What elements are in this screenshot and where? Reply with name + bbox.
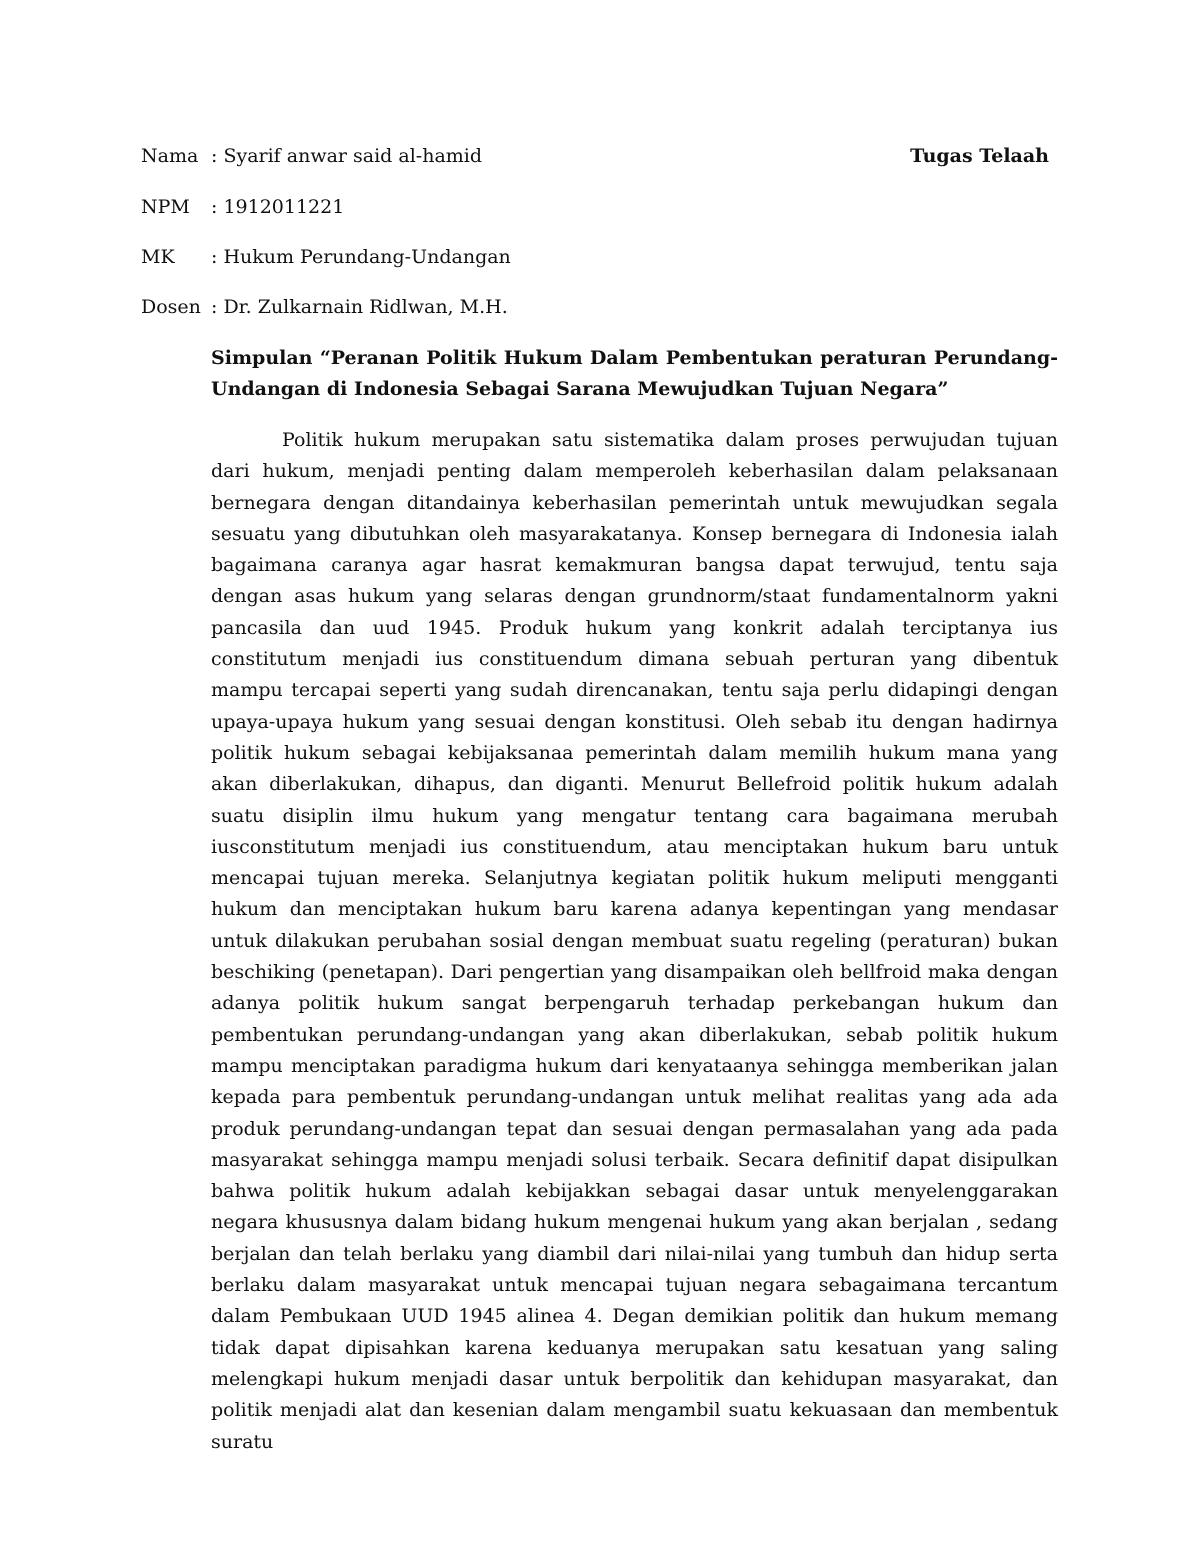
course-label: MK (141, 246, 175, 268)
npm-label: NPM (141, 196, 190, 218)
course-value: : Hukum Perundang-Undangan (211, 246, 511, 268)
assignment-label: Tugas Telaah (910, 145, 1049, 167)
lecturer-label: Dosen (141, 296, 201, 318)
name-label: Nama (141, 145, 199, 167)
npm-value: : 1912011221 (211, 196, 345, 218)
lecturer-value: : Dr. Zulkarnain Ridlwan, M.H. (211, 296, 508, 318)
name-value: : Syarif anwar said al-hamid (211, 145, 483, 167)
body-paragraph: Politik hukum merupakan satu sistematika dalam proses perwujudan tujuan dari hukum, menjadi penting dalam memperoleh keberhasilan dalam pelaksanaan bernegara dengan ditandainya keberhasilan pemerintah untuk mewujudkan segala sesuatu yang dibutuhkan oleh masyarakatanya. Konsep bernegara di Indonesia ialah bagaimana caranya agar hasrat kemakmuran bangsa dapat terwujud, tentu saja dengan asas hukum yang selaras dengan grundnorm/staat fundamentalnorm yakni pancasila dan uud 1945. Produk hukum yang konkrit adalah terciptanya ius constitutum menjadi ius constituendum dimana sebuah perturan yang dibentuk mampu tercapai seperti yang sudah direncanakan, tentu saja perlu didapingi dengan upaya-upaya hukum yang sesuai dengan konstitusi. Oleh sebab itu dengan hadirnya politik hukum sebagai kebijaksanaa pemerintah dalam memilih hukum mana yang akan diberlakukan, dihapus, dan diganti. Menurut Bellefroid politik hukum adalah suatu disiplin ilmu hukum yang mengatur tentang cara bagaimana merubah iusconstitutum menjadi ius constituendum, atau menciptakan hukum baru untuk mencapai tujuan mereka. Selanjutnya kegiatan politik hukum meliputi mengganti hukum dan menciptakan hukum baru karena adanya kepentingan yang mendasar untuk dilakukan perubahan sosial dengan membuat suatu regeling (peraturan) bukan beschiking (penetapan). Dari pengertian yang disampaikan oleh bellfroid maka dengan adanya politik hukum sangat berpengaruh terhadap perkebangan hukum dan pembentukan perundang-undangan yang akan diberlakukan, sebab politik hukum mampu menciptakan paradigma hukum dari kenyataanya sehingga memberikan jalan kepada para pembentuk perundang-undangan untuk melihat realitas yang ada ada produk perundang-undangan tepat dan sesuai dengan permasalahan yang ada pada masyarakat sehingga mampu menjadi solusi terbaik. Secara definitif dapat disipulkan bahwa politik hukum adalah kebijakkan sebagai dasar untuk menyelenggarakan negara khususnya dalam bidang hukum mengenai hukum yang akan berjalan , sedang berjalan dan telah berlaku yang diambil dari nilai-nilai yang tumbuh dan hidup serta berlaku dalam masyarakat untuk mencapai tujuan negara sebagaimana tercantum dalam Pembukaan UUD 1945 alinea 4. Degan demikian politik dan hukum memang tidak dapat dipisahkan karena keduanya merupakan satu kesatuan yang saling melengkapi hukum menjadi dasar untuk berpolitik dan kehidupan masyarakat, dan politik menjadi alat dan kesenian dalam mengambil suatu kekuasaan dan membentuk suratu (211, 429, 1058, 1453)
document-title: Simpulan “Peranan Politik Hukum Dalam Pembentukan peraturan Perundang-Undangan di Indonesia Sebagai Sarana Mewujudkan Tujuan Negara” (211, 347, 1058, 400)
